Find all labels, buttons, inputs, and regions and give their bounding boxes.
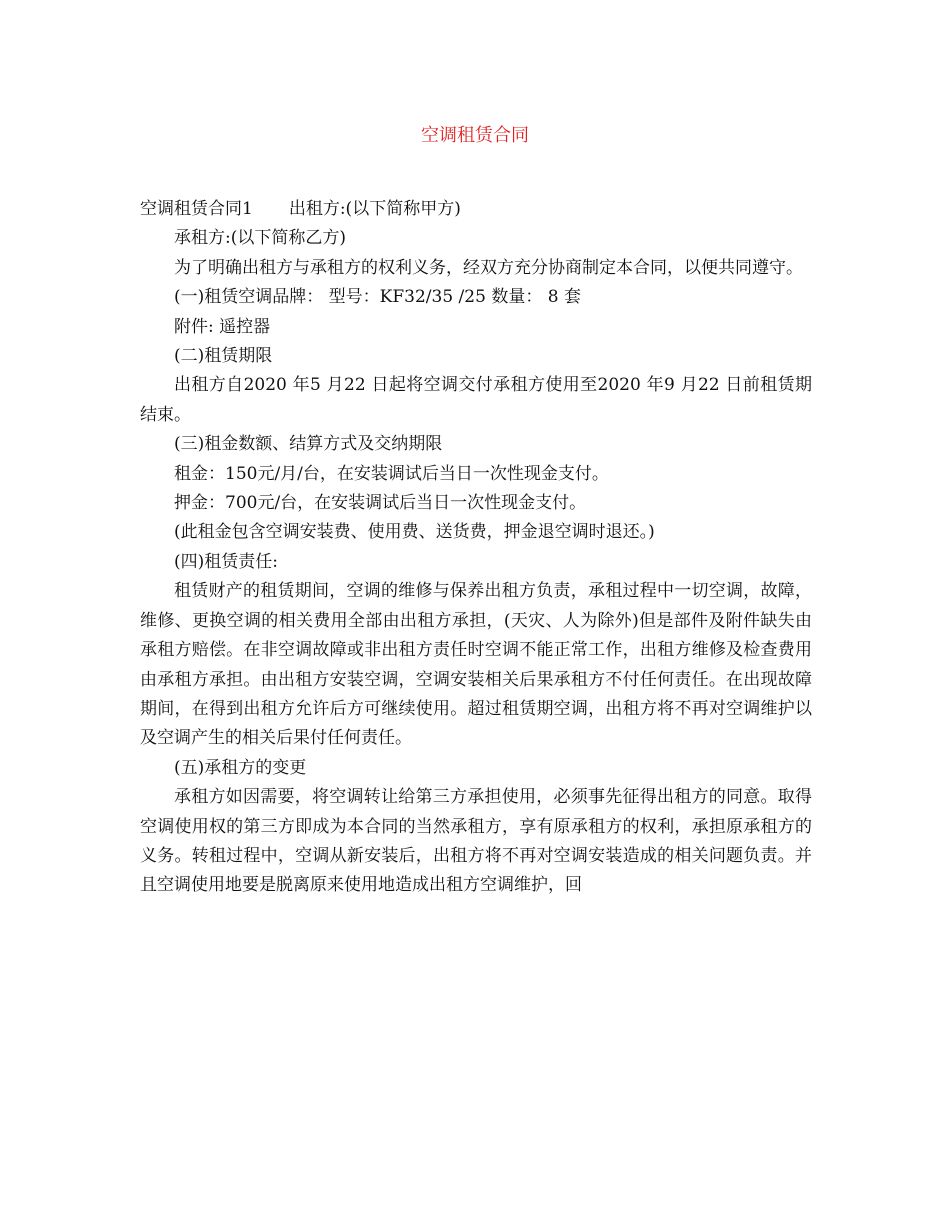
heading-section-3: (三)租金数额、结算方式及交纳期限 — [174, 434, 443, 455]
paragraph-rent: 租金：150元/月/台，在安装调试后当日一次性现金支付。 — [174, 463, 609, 484]
paragraph-lessee-change: 承租方如因需要，将空调转让给第三方承担使用，必须事先征得出租方的同意。取得空调使用权的第三方即成为本合同的当然承租方，享有原承租方的权利，承担原承租方的义务。转租过程中，空调从新安装后，出租方将不再对空调安装造成的相关问题负责。并且空调使用地要是脱离原来使用地造成出租方空调维护，回 — [140, 787, 812, 896]
paragraph-rent-note: (此租金包含空调安装费、使用费、送货费，押金退空调时退还。) — [174, 522, 655, 543]
heading-section-4: (四)租赁责任: — [174, 551, 278, 572]
paragraph-lessee: 承租方:(以下简称乙方) — [174, 228, 346, 249]
paragraph-section-1-model: (一)租赁空调品牌： 型号：KF32/35 /25 数量： 8 套 — [174, 287, 581, 308]
paragraph-purpose: 为了明确出租方与承租方的权利义务，经双方充分协商制定本合同，以便共同遵守。 — [174, 257, 803, 278]
paragraph-responsibility: 租赁财产的租赁期间，空调的维修与保养出租方负责，承租过程中一切空调，故障，维修、更换空调的相关费用全部由出租方承担，(天灾、人为除外)但是部件及附件缺失由承租方赔偿。在非空调故障或非出租方责任时空调不能正常工作，出租方维修及检查费用由承租方承担。由出租方安装空调，空调安装相关后果承租方不付任何责任。在出现故障期间，在得到出租方允许后方可继续使用。超过租赁期空调，出租方将不再对空调维护以及空调产生的相关后果付任何责任。 — [140, 581, 812, 749]
paragraph-accessories: 附件: 遥控器 — [174, 316, 271, 337]
document-title: 空调租赁合同 — [421, 125, 529, 146]
document-body — [140, 195, 812, 901]
contract-label: 空调租赁合同1 — [140, 199, 253, 219]
paragraph-lease-term: 出租方自2020 年5 月22 日起将空调交付承租方使用至2020 年9 月22 日前租赁期结束。 — [140, 375, 812, 425]
lessor-line: 出租方:(以下简称甲方) — [288, 199, 461, 219]
heading-section-5: (五)承租方的变更 — [174, 757, 307, 778]
first-line — [140, 195, 812, 224]
heading-section-2: (二)租赁期限 — [174, 346, 273, 367]
paragraph-deposit: 押金：700元/台，在安装调试后当日一次性现金支付。 — [174, 493, 587, 514]
